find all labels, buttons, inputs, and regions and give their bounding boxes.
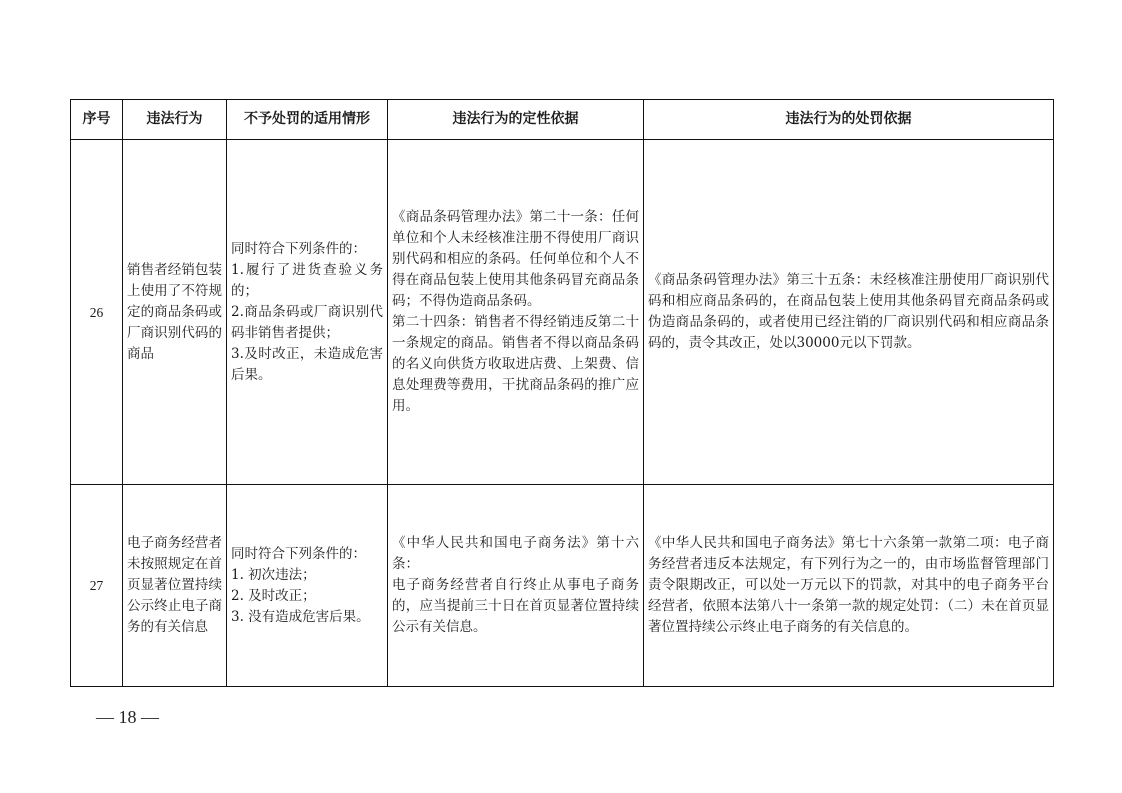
condition-line: 2. 及时改正；: [231, 587, 316, 604]
header-penalty-basis: 违法行为的处罚依据: [644, 100, 1054, 140]
row-exemption-conditions: [227, 485, 388, 687]
condition-line: 3. 没有造成危害后果。: [231, 608, 370, 625]
basis-paragraph: 第二十四条：销售者不得经销违反第二十一条规定的商品。销售者不得以商品条码的名义向供货方收取进店费、上架费、信息处理费等费用，干扰商品条码的推广应用。: [392, 314, 639, 414]
condition-line: 3.及时改正，未造成危害后果。: [231, 345, 383, 383]
row-penalty-basis: 《中华人民共和国电子商务法》第七十六条第一款第二项：电子商务经营者违反本法规定，有下列行为之一的，由市场监督管理部门责令限期改正，可以处一万元以下的罚款，对其中的电子商务平台经营者，依照本法第八十一条第一款的规定处罚：（二）未在首页显著位置持续公示终止电子商务的有关信息的。: [644, 485, 1054, 687]
row-serial-no: 27: [71, 485, 123, 687]
row-exemption-conditions: [227, 140, 388, 485]
basis-paragraph: 《中华人民共和国电子商务法》第十六条：: [392, 535, 639, 572]
penalty-table: [70, 99, 1054, 687]
table-header-row: [71, 100, 1054, 140]
page-number: — 18 —: [96, 707, 159, 727]
condition-line: 同时符合下列条件的：: [231, 240, 366, 257]
row-violation: 电子商务经营者未按照规定在首页显著位置持续公示终止电子商务的有关信息: [123, 485, 227, 687]
header-qualification-basis: 违法行为的定性依据: [388, 100, 644, 140]
header-exemption-conditions: 不予处罚的适用情形: [227, 100, 388, 140]
condition-line: 同时符合下列条件的：: [231, 545, 366, 562]
condition-line: 1.履行了进货查验义务的；: [231, 261, 383, 299]
basis-paragraph: 《商品条码管理办法》第二十一条：任何单位和个人未经核准注册不得使用厂商识别代码和相应的条码。任何单位和个人不得在商品包装上使用其他条码冒充商品条码；不得伪造商品条码。: [392, 209, 639, 309]
header-violation: 违法行为: [123, 100, 227, 140]
row-qualification-basis: [388, 140, 644, 485]
table-row: [71, 485, 1054, 687]
row-serial-no: 26: [71, 140, 123, 485]
row-violation: 销售者经销包装上使用了不符规定的商品条码或厂商识别代码的商品: [123, 140, 227, 485]
basis-paragraph: 电子商务经营者自行终止从事电子商务的，应当提前三十日在首页显著位置持续公示有关信息。: [392, 577, 639, 635]
row-penalty-basis: 《商品条码管理办法》第三十五条：未经核准注册使用厂商识别代码和相应商品条码的，在商品包装上使用其他条码冒充商品条码或伪造商品条码的，或者使用已经注销的厂商识别代码和相应商品条码的，责令其改正，处以30000元以下罚款。: [644, 140, 1054, 485]
row-qualification-basis: [388, 485, 644, 687]
condition-line: 1. 初次违法；: [231, 566, 316, 583]
condition-line: 2.商品条码或厂商识别代码非销售者提供；: [231, 303, 383, 341]
table-row: [71, 140, 1054, 485]
header-serial-no: 序号: [71, 100, 123, 140]
